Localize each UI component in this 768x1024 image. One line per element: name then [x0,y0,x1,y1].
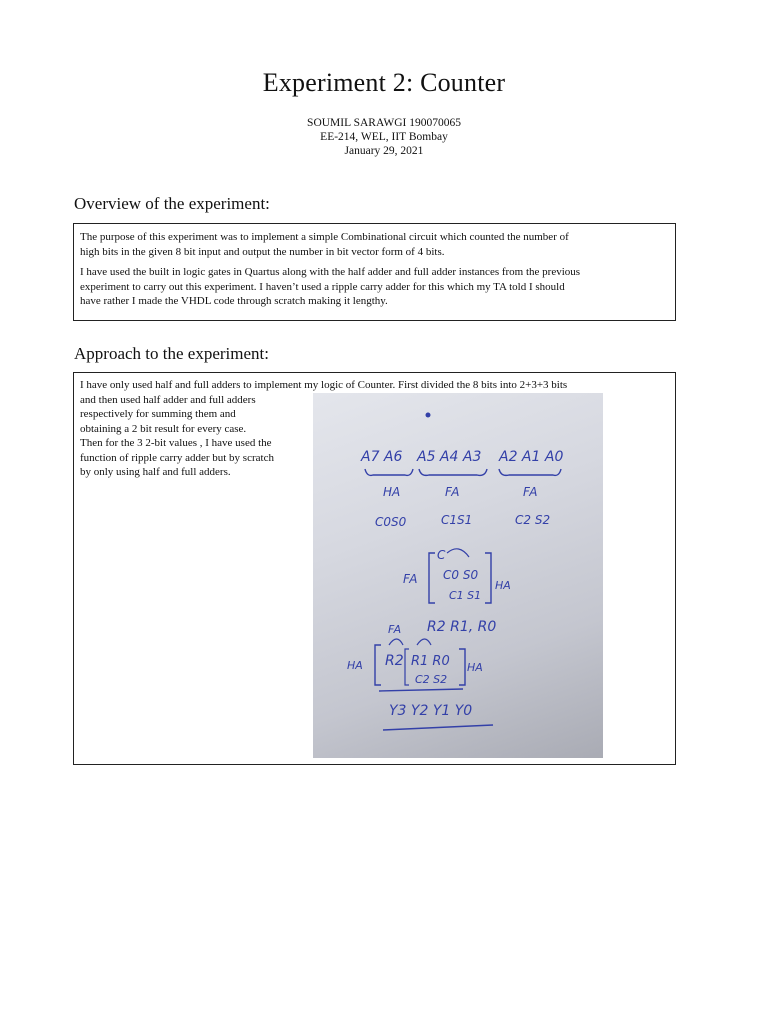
brace-1 [365,469,413,475]
sketch-ha-left: HA [347,659,363,672]
approach-text-line: by only using half and full adders. [80,466,231,478]
sketch-row-c1s1: C1 S1 [449,589,482,602]
bracket-right-1 [485,553,491,603]
carry-arrow-3 [417,639,431,645]
approach-text-line: and then used half adder and full adders [80,393,256,406]
approach-text-line: function of ripple carry adder but by scratch [80,451,274,464]
overview-text-line: I have used the built in logic gates in Quartus along with the half adder and full adder instances from the previous [80,266,581,278]
sketch-group1: A7 A6 [361,449,403,465]
sketch-group2: A5 A4 A3 [417,449,482,465]
approach-text-line: respectively for summing them and [80,408,236,420]
sketch-fa1: FA [445,485,460,499]
document-title: Experiment 2: Counter [262,68,506,97]
sketch-c-label: C [437,548,446,562]
sketch-fa-label2: FA [388,623,402,636]
sketch-r1r0: R1 R0 [411,654,450,669]
sketch-y-row: Y3 Y2 Y1 Y0 [389,703,473,719]
sketch-out1: C0S0 [375,515,407,529]
sketch-out3: C2 S2 [515,513,551,527]
bracket-left-1 [429,553,435,603]
sketch-c2s2: C2 S2 [415,673,448,686]
approach-heading: Approach to the experiment: [74,344,269,363]
overview-text-line: have rather I made the VHDL code through scratch making it lengthy. [80,295,388,307]
sketch-fa-label: FA [403,572,418,586]
sum-line-2 [383,725,493,730]
date-line: January 29, 2021 [344,145,424,157]
sketch-row-c0s0: C0 S0 [443,568,479,582]
brace-2 [419,469,487,475]
sketch-drawing [313,393,603,758]
approach-text-line: I have only used half and full adders to implement my logic of Counter. First divided the 8 bits into 2+3+3 bits [80,379,568,391]
overview-text-line: experiment to carry out this experiment. I haven’t used a ripple carry adder for this which my TA told I should [80,280,565,293]
course-line: EE-214, WEL, IIT Bombay [320,131,448,143]
handwritten-sketch-photo [313,393,603,758]
sketch-ha1: HA [383,485,401,499]
approach-text-line: Then for the 3 2-bit values , I have used the [80,437,272,449]
sketch-ha-right2: HA [467,661,483,674]
bracket-left-2 [375,645,381,685]
sketch-r2: R2 [385,653,404,669]
bracket-inner [405,649,409,685]
brace-3 [499,469,561,475]
sum-line-1 [379,689,463,691]
bracket-right-2 [459,649,465,685]
carry-arrow-1 [447,549,469,557]
ink-dot [426,413,431,418]
sketch-group3: A2 A1 A0 [499,449,564,465]
overview-heading: Overview of the experiment: [74,194,270,213]
sketch-out2: C1S1 [441,513,473,527]
overview-text-line: The purpose of this experiment was to implement a simple Combinational circuit which counted the number of [80,231,569,243]
sketch-ha-right: HA [495,579,511,592]
overview-box [73,223,676,321]
author-line: SOUMIL SARAWGI 190070065 [307,117,461,129]
sketch-fa2: FA [523,485,538,499]
approach-text-line: obtaining a 2 bit result for every case. [80,422,247,435]
overview-text-line: high bits in the given 8 bit input and output the number in bit vector form of 4 bits. [80,245,445,258]
carry-arrow-2 [389,639,403,645]
sketch-r-row: R2 R1, R0 [427,619,497,635]
